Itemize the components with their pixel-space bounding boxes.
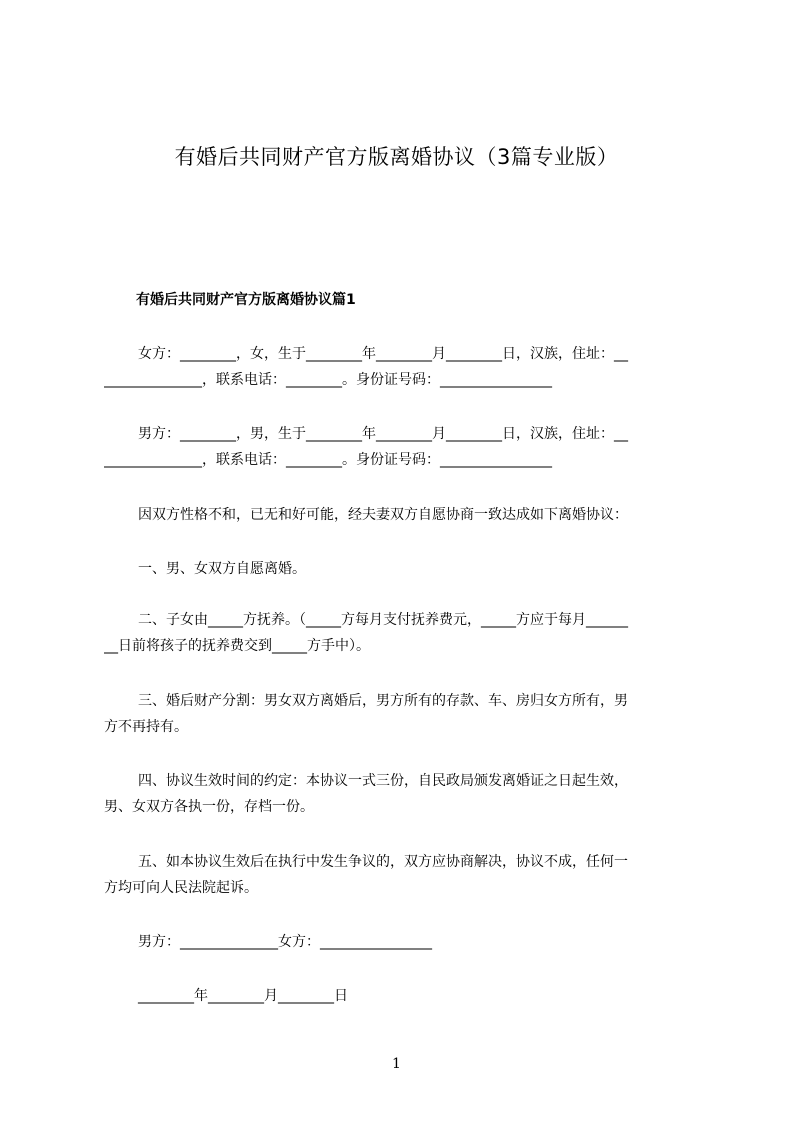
clause-3 xyxy=(104,688,704,740)
party-male-info xyxy=(104,421,704,473)
clause-5-line-1: 五、如本协议生效后在执行中发生争议的，双方应协商解决，协议不成，任何一 xyxy=(138,854,628,870)
party-female-line-1: 女方：________，女，生于________年________月________日，汉族，住址：__ xyxy=(138,346,628,362)
page-number: 1 xyxy=(392,1056,401,1072)
clause-1 xyxy=(104,556,704,582)
party-male-line-1: 男方：________，男，生于________年________月________日，汉族，住址：__ xyxy=(138,426,628,442)
clause-5 xyxy=(104,849,704,901)
clause-5-line-2: 方均可向人民法院起诉。 xyxy=(104,880,258,896)
clause-2-line-1: 二、子女由_____方抚养。（_____方每月支付抚养费元，_____方应于每月______ xyxy=(138,612,628,628)
clause-1-line: 一、男、女双方自愿离婚。 xyxy=(138,561,306,577)
clause-3-line-2: 方不再持有。 xyxy=(104,719,188,735)
date-fields: ________年________月________日 xyxy=(138,988,348,1004)
preamble-line: 因双方性格不和，已无和好可能，经夫妻双方自愿协商一致达成如下离婚协议： xyxy=(138,507,628,523)
signature-fields: 男方：______________女方：________________ xyxy=(138,934,432,950)
agreement-preamble xyxy=(104,502,704,528)
clause-4-line-1: 四、协议生效时间的约定：本协议一式三份，自民政局颁发离婚证之日起生效， xyxy=(138,773,628,789)
party-female-info xyxy=(104,341,704,393)
date-line xyxy=(104,983,704,1009)
clause-2 xyxy=(104,607,704,659)
section-heading: 有婚后共同财产官方版离婚协议篇1 xyxy=(136,292,356,308)
party-male-line-2: ______________，联系电话：________。身份证号码：________________ xyxy=(104,452,552,468)
party-female-line-2: ______________，联系电话：________。身份证号码：________________ xyxy=(104,372,552,388)
clause-3-line-1: 三、婚后财产分割：男女双方离婚后，男方所有的存款、车、房归女方所有，男 xyxy=(138,693,628,709)
clause-4 xyxy=(104,768,704,820)
document-title: 有婚后共同财产官方版离婚协议（3篇专业版） xyxy=(174,145,619,169)
signature-line xyxy=(104,929,704,955)
clause-4-line-2: 男、女双方各执一份，存档一份。 xyxy=(104,799,314,815)
clause-2-line-2: __日前将孩子的抚养费交到_____方手中）。 xyxy=(104,638,370,654)
